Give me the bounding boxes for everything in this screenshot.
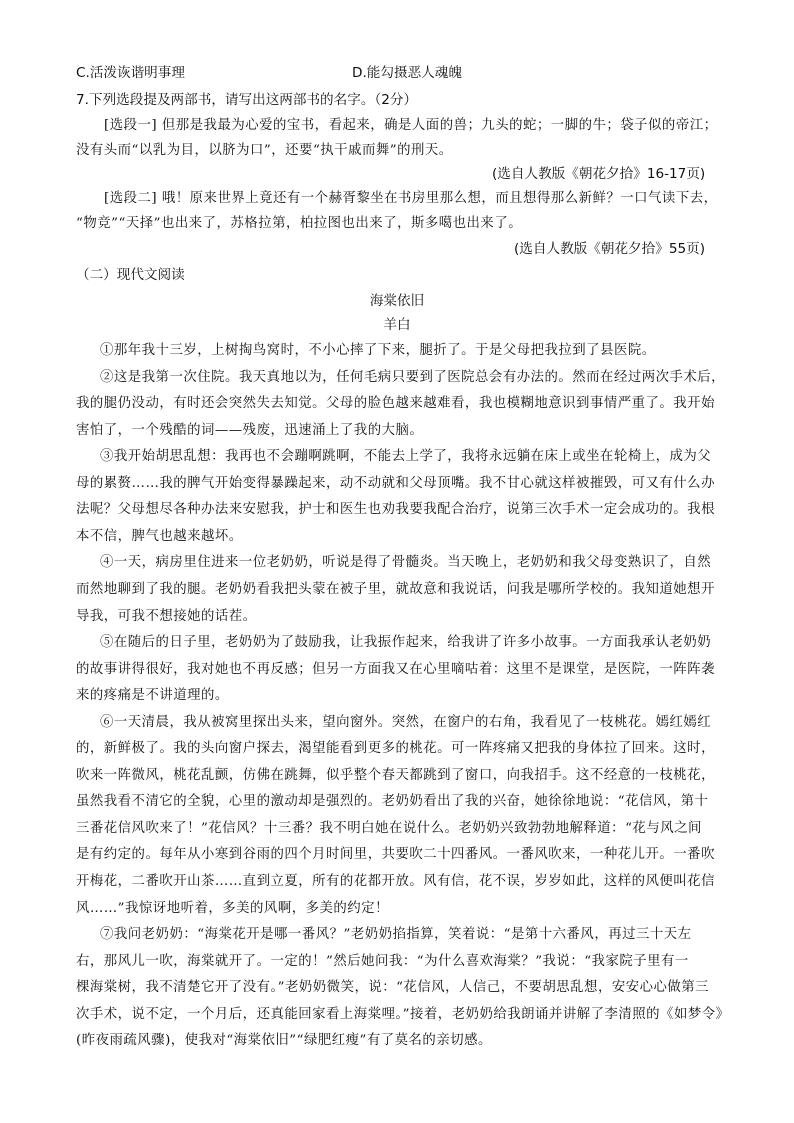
excerpt-2-source: (选自人教版《朝花夕拾》55页) xyxy=(514,241,706,257)
article-line: ⑤在随后的日子里，老奶奶为了鼓励我，让我振作起来，给我讲了许多小故事。一方面我承认老奶奶 xyxy=(100,635,712,650)
article-line: ③我开始胡思乱想：我再也不会蹦啊跳啊，不能去上学了，我将永远躺在床上或坐在轮椅上，成为父 xyxy=(100,449,712,464)
article-line: 母的累赘……我的脾气开始变得暴躁起来，动不动就和父母顶嘴。我不甘心就这样被摧毁，可又有什么办 xyxy=(76,476,715,491)
article-line: 右，那风儿一吹，海棠就开了。一定的！”然后她问我：“为什么喜欢海棠？”我说：“我家院子里有一 xyxy=(76,954,689,969)
article-line: 棵海棠树，我不清楚它开了没有。”老奶奶微笑，说：“花信风，人信己，不要胡思乱想，安安心心做第三 xyxy=(76,980,710,995)
excerpt-1-source: (选自人教版《朝花夕拾》16-17页) xyxy=(492,166,706,182)
article-title: 海棠依旧 xyxy=(369,293,425,309)
question-7: 7.下列选段提及两部书，请写出这两部书的名字。（2分） xyxy=(76,92,418,108)
article-line: ②这是我第一次住院。我天真地以为，任何毛病只要到了医院总会有办法的。然而在经过两次手术后， xyxy=(100,370,726,385)
excerpt-2-line-1: [选段二] 哦！原来世界上竟还有一个赫胥黎坐在书房里那么想，而且想得那么新鲜？一口气读下去， xyxy=(104,191,718,206)
section-heading: （二）现代文阅读 xyxy=(76,267,185,283)
article-line: 的，新鲜极了。我的头向窗户探去，渴望能看到更多的桃花。可一阵疼痛又把我的身体拉了回来。这时， xyxy=(76,741,715,756)
article-line: 吹来一阵微风，桃花乱颤，仿佛在跳舞，似乎整个春天都跳到了窗口，向我招手。这不经意的一枝桃花， xyxy=(76,768,715,783)
article-line: 是有约定的。每年从小寒到谷雨的四个月时间里，共要吹二十四番风。一番风吹来，一种花儿开。一番吹 xyxy=(76,847,715,862)
article-line: ④一天，病房里住进来一位老奶奶，听说是得了骨髓炎。当天晚上，老奶奶和我父母变熟识了，自然 xyxy=(100,555,712,570)
option-c: C.活泼诙谐明事理 xyxy=(76,65,185,81)
article-line: 我的腿仍没动，有时还会突然失去知觉。父母的脸色越来越难看，我也模糊地意识到事情严重了。我开始 xyxy=(76,396,715,411)
article-line: 导我，可我不想接她的话茬。 xyxy=(76,609,257,624)
article-line: ①那年我十三岁，上树掏鸟窝时，不小心摔了下来，腿折了。于是父母把我拉到了县医院。 xyxy=(100,343,656,358)
article-line: ⑥一天清晨，我从被窝里探出头来，望向窗外。突然，在窗户的右角，我看见了一枝桃花。嫣红嫣红 xyxy=(100,715,712,730)
article-line: 虽然我看不清它的全貌，心里的激动却是强烈的。老奶奶看出了我的兴奋，她徐徐地说：“花信风，第十 xyxy=(76,794,709,809)
article-line: (昨夜雨疏风骤)，使我对“海棠依旧”“绿肥红瘦”有了莫名的亲切感。 xyxy=(76,1033,492,1048)
article-line: 本不信，脾气也越来越坏。 xyxy=(76,529,243,544)
excerpt-1-line-1: [选段一] 但那是我最为心爱的宝书，看起来，确是人面的兽；九头的蛇；一脚的牛；袋子似的帝江； xyxy=(104,118,718,133)
article-line: 而然地聊到了我的腿。老奶奶看我把头蒙在被子里，就故意和我说话，问我是哪所学校的。我知道她想开 xyxy=(76,582,715,597)
article-line: 次手术，说不定，一个月后，还真能回家看上海棠哩。”接着，老奶奶给我朗诵并讲解了李清照的《如梦令》 xyxy=(76,1007,730,1022)
article-line: 开梅花，二番吹开山茶……直到立夏，所有的花都开放。风有信，花不误，岁岁如此，这样的风便叫花信 xyxy=(76,874,715,889)
article-line: 法呢？父母想尽各种办法来安慰我，护士和医生也劝我要我配合治疗，说第三次手术一定会成功的。我根 xyxy=(76,502,715,517)
excerpt-1-line-2: 没有头而“以乳为目，以脐为口”，还要“执干戚而舞”的刑天。 xyxy=(76,143,453,158)
article-line: 害怕了，一个残酷的词——残废，迅速涌上了我的大脑。 xyxy=(76,423,424,438)
article-line: ⑦我问老奶奶：“海棠花开是哪一番风？”老奶奶掐指算，笑着说：“是第十六番风，再过三十天左 xyxy=(100,927,692,942)
article-line: 三番花信风吹来了！”花信风？十三番？我不明白她在说什么。老奶奶兴致勃勃地解释道：“花与风之间 xyxy=(76,821,702,836)
excerpt-2-line-2: “物竞”“天择”也出来了，苏格拉第，柏拉图也出来了，斯多噶也出来了。 xyxy=(76,216,523,231)
option-d: D.能勾摄恶人魂魄 xyxy=(352,65,462,81)
article-author: 羊白 xyxy=(383,317,411,333)
article-line: 的故事讲得很好，我对她也不再反感；但另一方面我又在心里嘀咕着：这里不是课堂，是医院，一阵阵袭 xyxy=(76,662,715,677)
article-line: 来的疼痛是不讲道理的。 xyxy=(76,688,229,703)
article-line: 风……”我惊讶地听着，多美的风啊，多美的约定！ xyxy=(76,901,389,916)
